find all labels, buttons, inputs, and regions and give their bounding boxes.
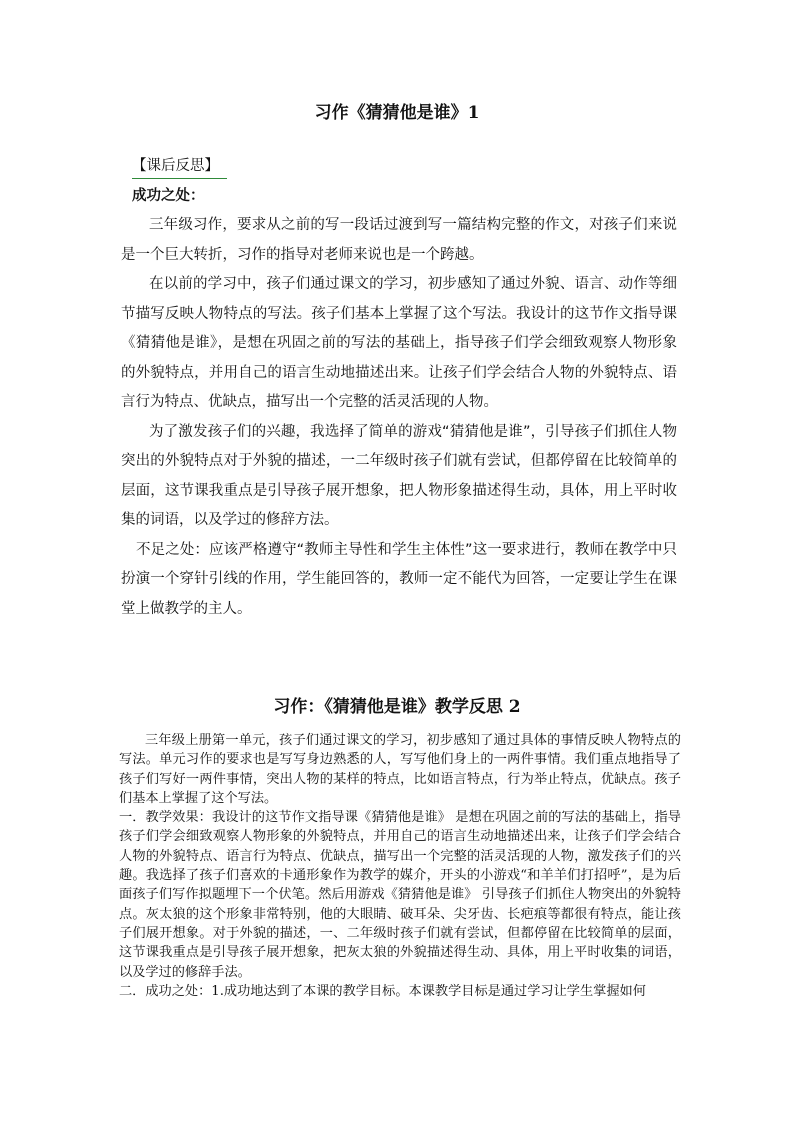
document-title-1: 习作《猜猜他是谁》1 xyxy=(314,103,480,123)
reflection-section-2 xyxy=(119,731,681,1001)
teaching-effect-paragraph: 一．教学效果：我设计的这节作文指导课《猜猜他是谁》 是想在巩固之前的写法的基础上，指导孩子们学会细致观察人物形象的外貌特点，并用自己的语言生动地描述出来，让孩子们学会结合人物的外貌特点、语言行为特点、优缺点，描写出一个完整的活灵活现的人物，激发孩子们的兴趣。我选择了孩子们喜欢的卡通形象作为教学的媒介，开头的小游戏“和羊羊们打招呼”，是为后面孩子们写作拟题埋下一个伏笔。然后用游戏《猜猜他是谁》 引导孩子们抓住人物突出的外貌特点。灰太狼的这个形象非常特别，他的大眼睛、破耳朵、尖牙齿、长疤痕等都很有特点，能让孩子们展开想象。对于外貌的描述，一、二年级时孩子们就有尝试，但都停留在比较简单的层面，这节课我重点是引导孩子展开想象，把灰太狼的外貌描述得生动、具体，用上平时收集的词语，以及学过的修辞手法。 xyxy=(119,810,681,980)
shortcoming-paragraph: 不足之处：应该严格遵守“教师主导性和学生主体性”这一要求进行，教师在教学中只扮演一个穿针引线的作用，学生能回答的，教师一定不能代为回答，一定要让学生在课堂上做教学的主人。 xyxy=(121,541,677,617)
intro-paragraph: 三年级上册第一单元，孩子们通过课文的学习，初步感知了通过具体的事情反映人物特点的写法。单元习作的要求也是写写身边熟悉的人，写写他们身上的一两件事情。我们重点地指导了孩子们写好一两件事情，突出人物的某样的特点，比如语言特点，行为举止特点，优缺点。孩子们基本上掌握了这个写法。 xyxy=(119,733,681,806)
document-title-2: 习作：《猜猜他是谁》教学反思 2 xyxy=(273,697,521,717)
after-class-reflection-tag: 【课后反思】 xyxy=(132,154,227,179)
success-heading: 成功之处： xyxy=(132,187,205,204)
reflection-section-1 xyxy=(121,152,677,624)
paragraph-1: 三年级习作，要求从之前的写一段话过渡到写一篇结构完整的作文，对孩子们来说是一个巨大转折，习作的指导对老师来说也是一个跨越。 xyxy=(121,217,677,263)
paragraph-3: 为了激发孩子们的兴趣，我选择了简单的游戏“猜猜他是谁”，引导孩子们抓住人物突出的外貌特点对于外貌的描述，一二年级时孩子们就有尝试，但都停留在比较简单的层面，这节课我重点是引导孩子展开想象，把人物形象描述得生动，具体，用上平时收集的词语，以及学过的修辞方法。 xyxy=(121,423,677,528)
success-paragraph: 二．成功之处：1.成功地达到了本课的教学目标。本课教学目标是通过学习让学生掌握如何 xyxy=(119,983,646,999)
paragraph-2: 在以前的学习中，孩子们通过课文的学习，初步感知了通过外貌、语言、动作等细节描写反映人物特点的写法。孩子们基本上掌握了这个写法。我设计的这节作文指导课《猜猜他是谁》，是想在巩固之前的写法的基础上，指导孩子们学会细致观察人物形象的外貌特点，并用自己的语言生动地描述出来。让孩子们学会结合人物的外貌特点、语言行为特点、优缺点，描写出一个完整的活灵活现的人物。 xyxy=(121,276,677,410)
